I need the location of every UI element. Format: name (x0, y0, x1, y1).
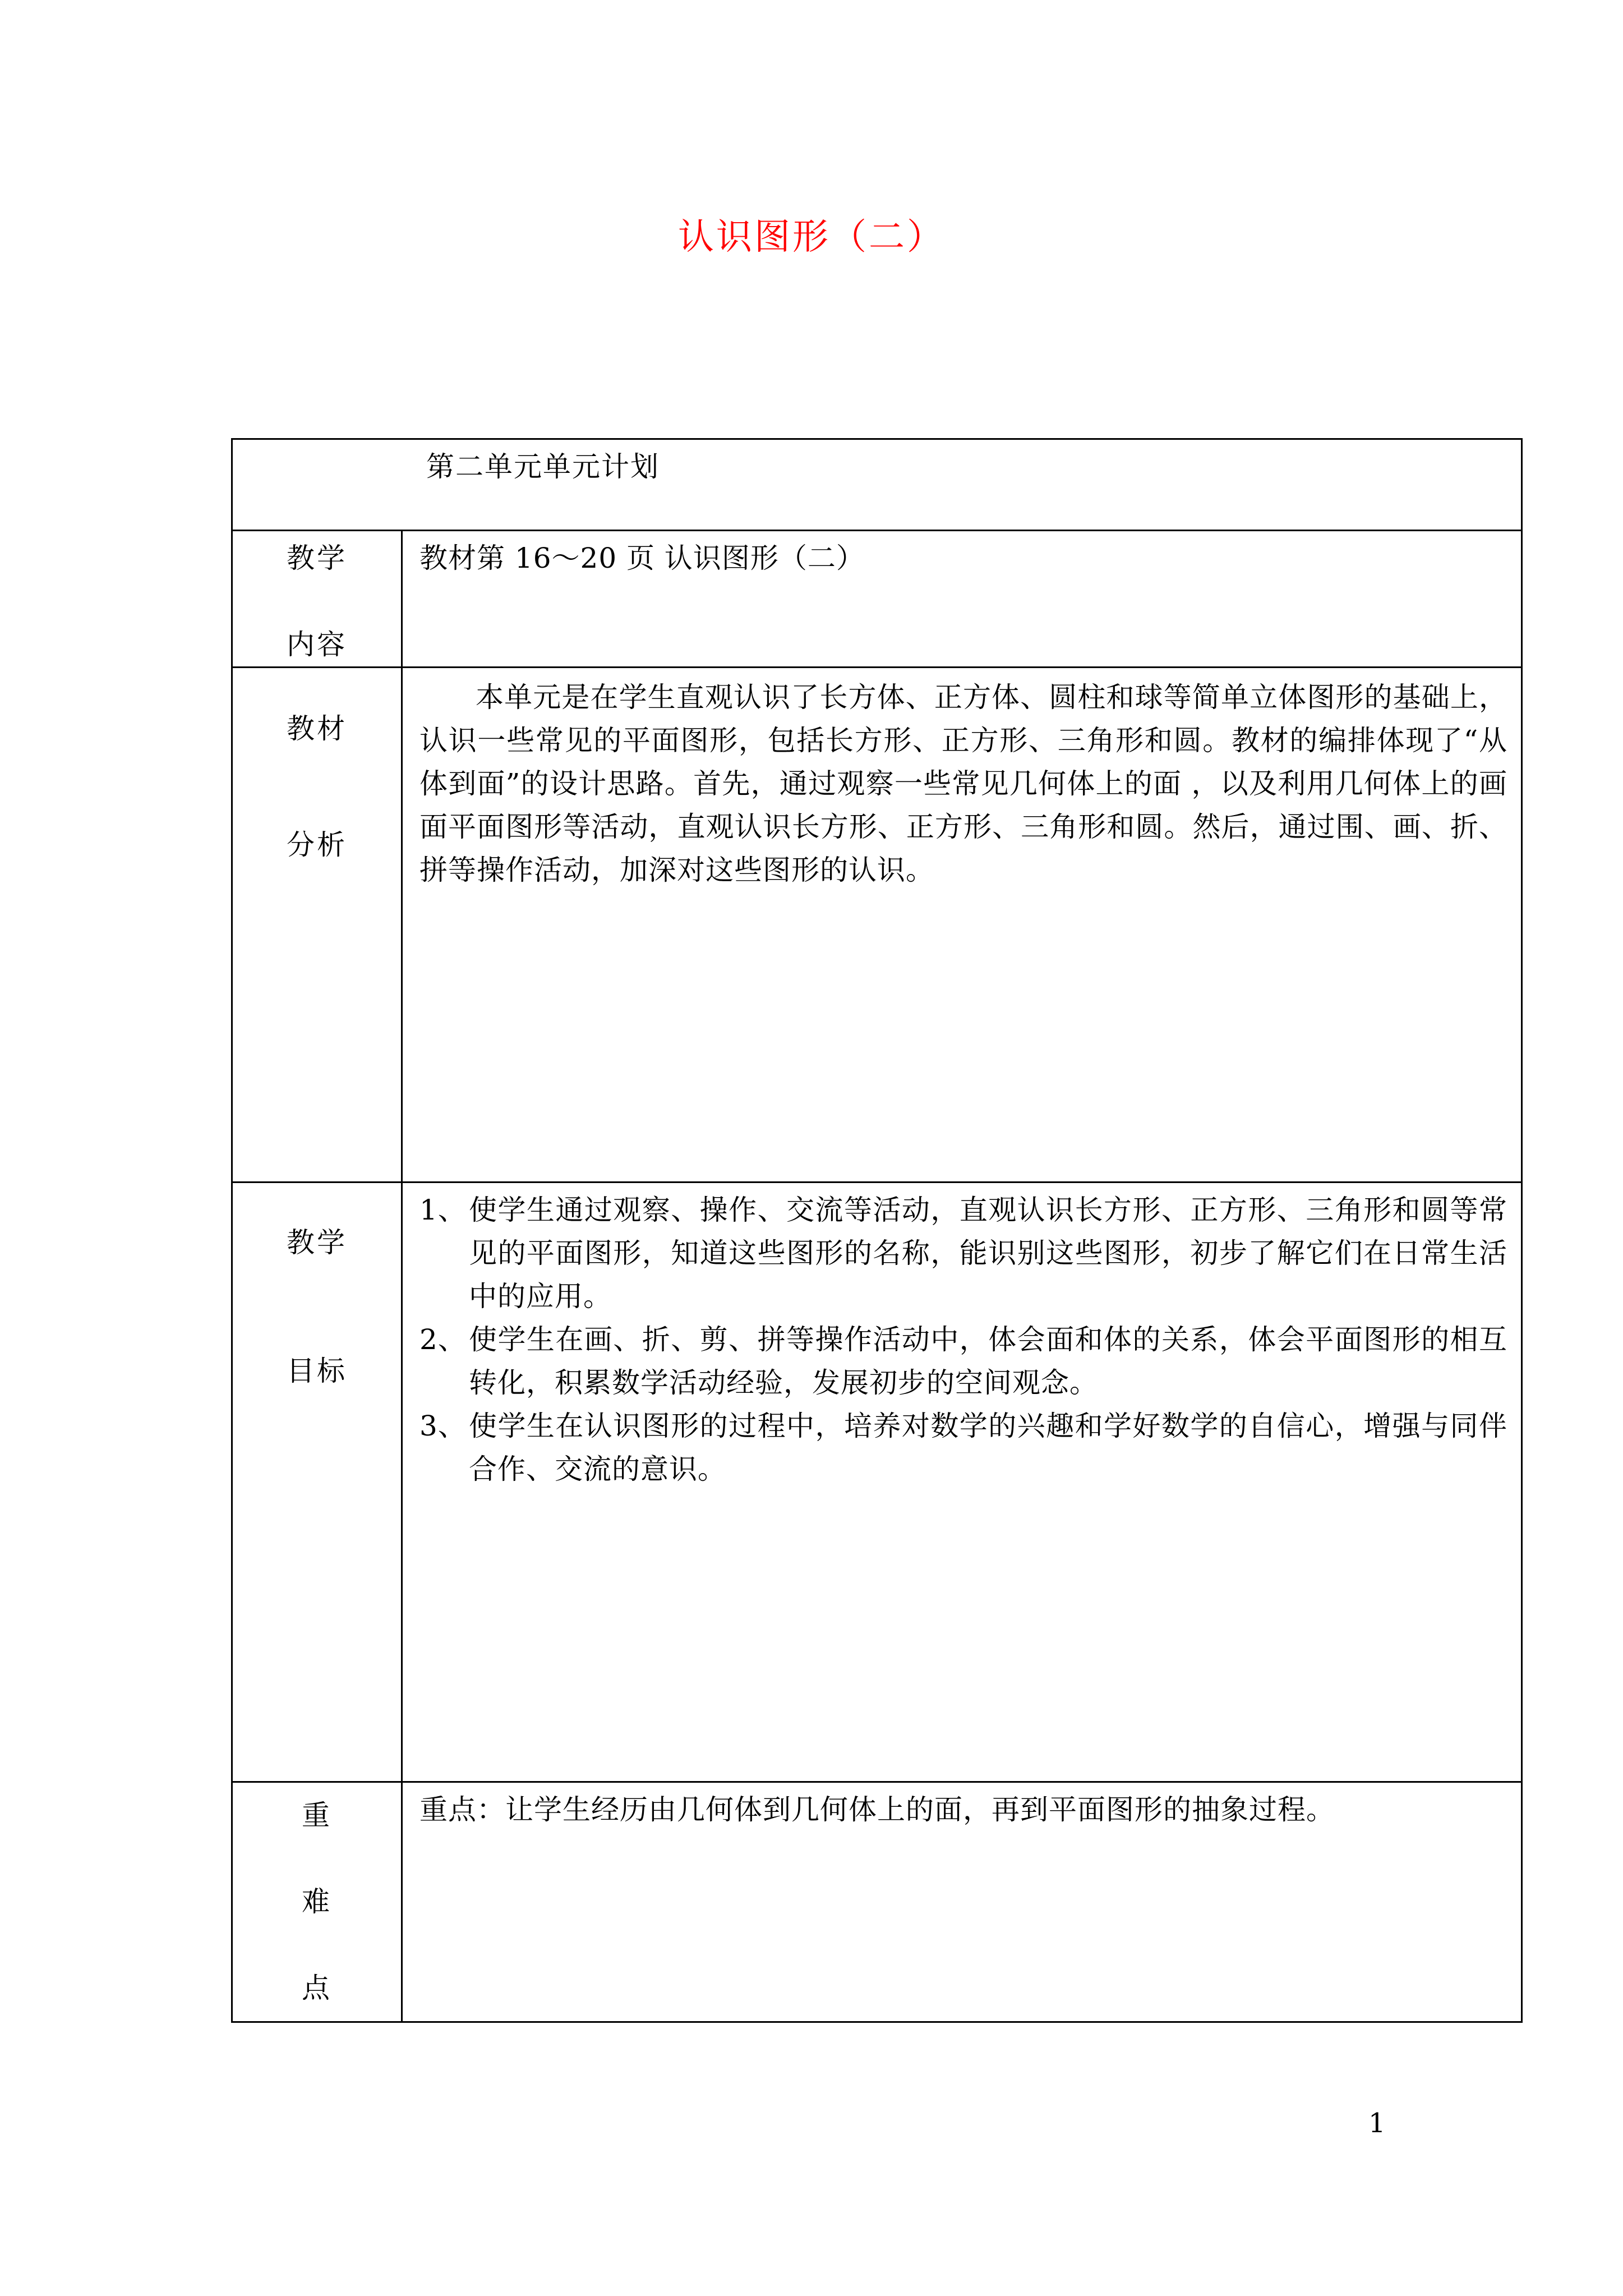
label-line: 点 (302, 1972, 332, 2004)
row-body-cell (402, 531, 1522, 668)
table-header-row (232, 439, 1522, 531)
table-row-teaching-goals (232, 1182, 1522, 1782)
goal-item (419, 1405, 1507, 1491)
row-label-key-difficult-points (233, 1783, 401, 2010)
row-label-teaching-goals (233, 1183, 401, 1393)
textbook-analysis-paragraph: 本单元是在学生直观认识了长方体、正方体、圆柱和球等简单立体图形的基础上，认识一些常见的平面图形，包括长方形、正方形、三角形和圆。教材的编排体现了“从体到面”的设计思路。首先，通过观察一些常见几何体上的面 ，以及利用几何体上的画面平面图形等活动，直观认识长方形、正方形、三角形和圆。然后，通过围、画、折、拼等操作活动，加深对这些图形的认识。 (419, 681, 1507, 886)
goal-number: 1、 (419, 1194, 467, 1226)
row-label-cell (232, 1182, 402, 1782)
label-line: 分析 (287, 829, 347, 861)
label-line: 内容 (287, 628, 347, 661)
label-line: 重 (302, 1799, 332, 1832)
table-row-teaching-content (232, 531, 1522, 668)
goal-number: 3、 (419, 1410, 467, 1442)
analysis-body (403, 668, 1521, 892)
key-points-text: 重点：让学生经历由几何体到几何体上的面，再到平面图形的抽象过程。 (419, 1793, 1335, 1826)
label-line: 教材 (287, 712, 347, 745)
goals-body (403, 1183, 1521, 1491)
row-label-teaching-content (233, 531, 401, 666)
document-title: 认识图形（二） (678, 217, 945, 258)
table-row-textbook-analysis (232, 668, 1522, 1182)
row-body-cell (402, 668, 1522, 1182)
goal-item (419, 1189, 1507, 1318)
goal-number: 2、 (419, 1323, 467, 1356)
row-label-cell (232, 1782, 402, 2022)
row-body-cell (402, 1782, 1522, 2022)
goals-list (419, 1189, 1507, 1491)
teaching-content-text: 教材第 16～20 页 认识图形（二） (419, 542, 865, 574)
goal-item (419, 1318, 1507, 1405)
unit-plan-heading: 第二单元单元计划 (426, 450, 660, 483)
row-label-textbook-analysis (233, 668, 401, 867)
goal-text: 使学生在认识图形的过程中，培养对数学的兴趣和学好数学的自信心，增强与同伴合作、交流的意识。 (469, 1410, 1507, 1485)
label-line: 难 (302, 1885, 332, 1918)
page-number: 1 (1368, 2108, 1386, 2139)
goal-text: 使学生在画、折、剪、拼等操作活动中，体会面和体的关系，体会平面图形的相互转化，积累数学活动经验，发展初步的空间观念。 (469, 1323, 1507, 1399)
goal-text: 使学生通过观察、操作、交流等活动，直观认识长方形、正方形、三角形和圆等常见的平面图形，知道这些图形的名称，能识别这些图形，初步了解它们在日常生活中的应用。 (469, 1194, 1507, 1313)
table-row-key-difficult-points (232, 1782, 1522, 2022)
row-label-cell (232, 531, 402, 668)
table-header-cell (232, 439, 1522, 531)
label-line: 教学 (287, 542, 347, 574)
label-line: 教学 (287, 1226, 347, 1259)
row-label-cell (232, 668, 402, 1182)
row-body-cell (402, 1182, 1522, 1782)
label-line: 目标 (287, 1355, 347, 1387)
unit-plan-table (231, 438, 1523, 2023)
